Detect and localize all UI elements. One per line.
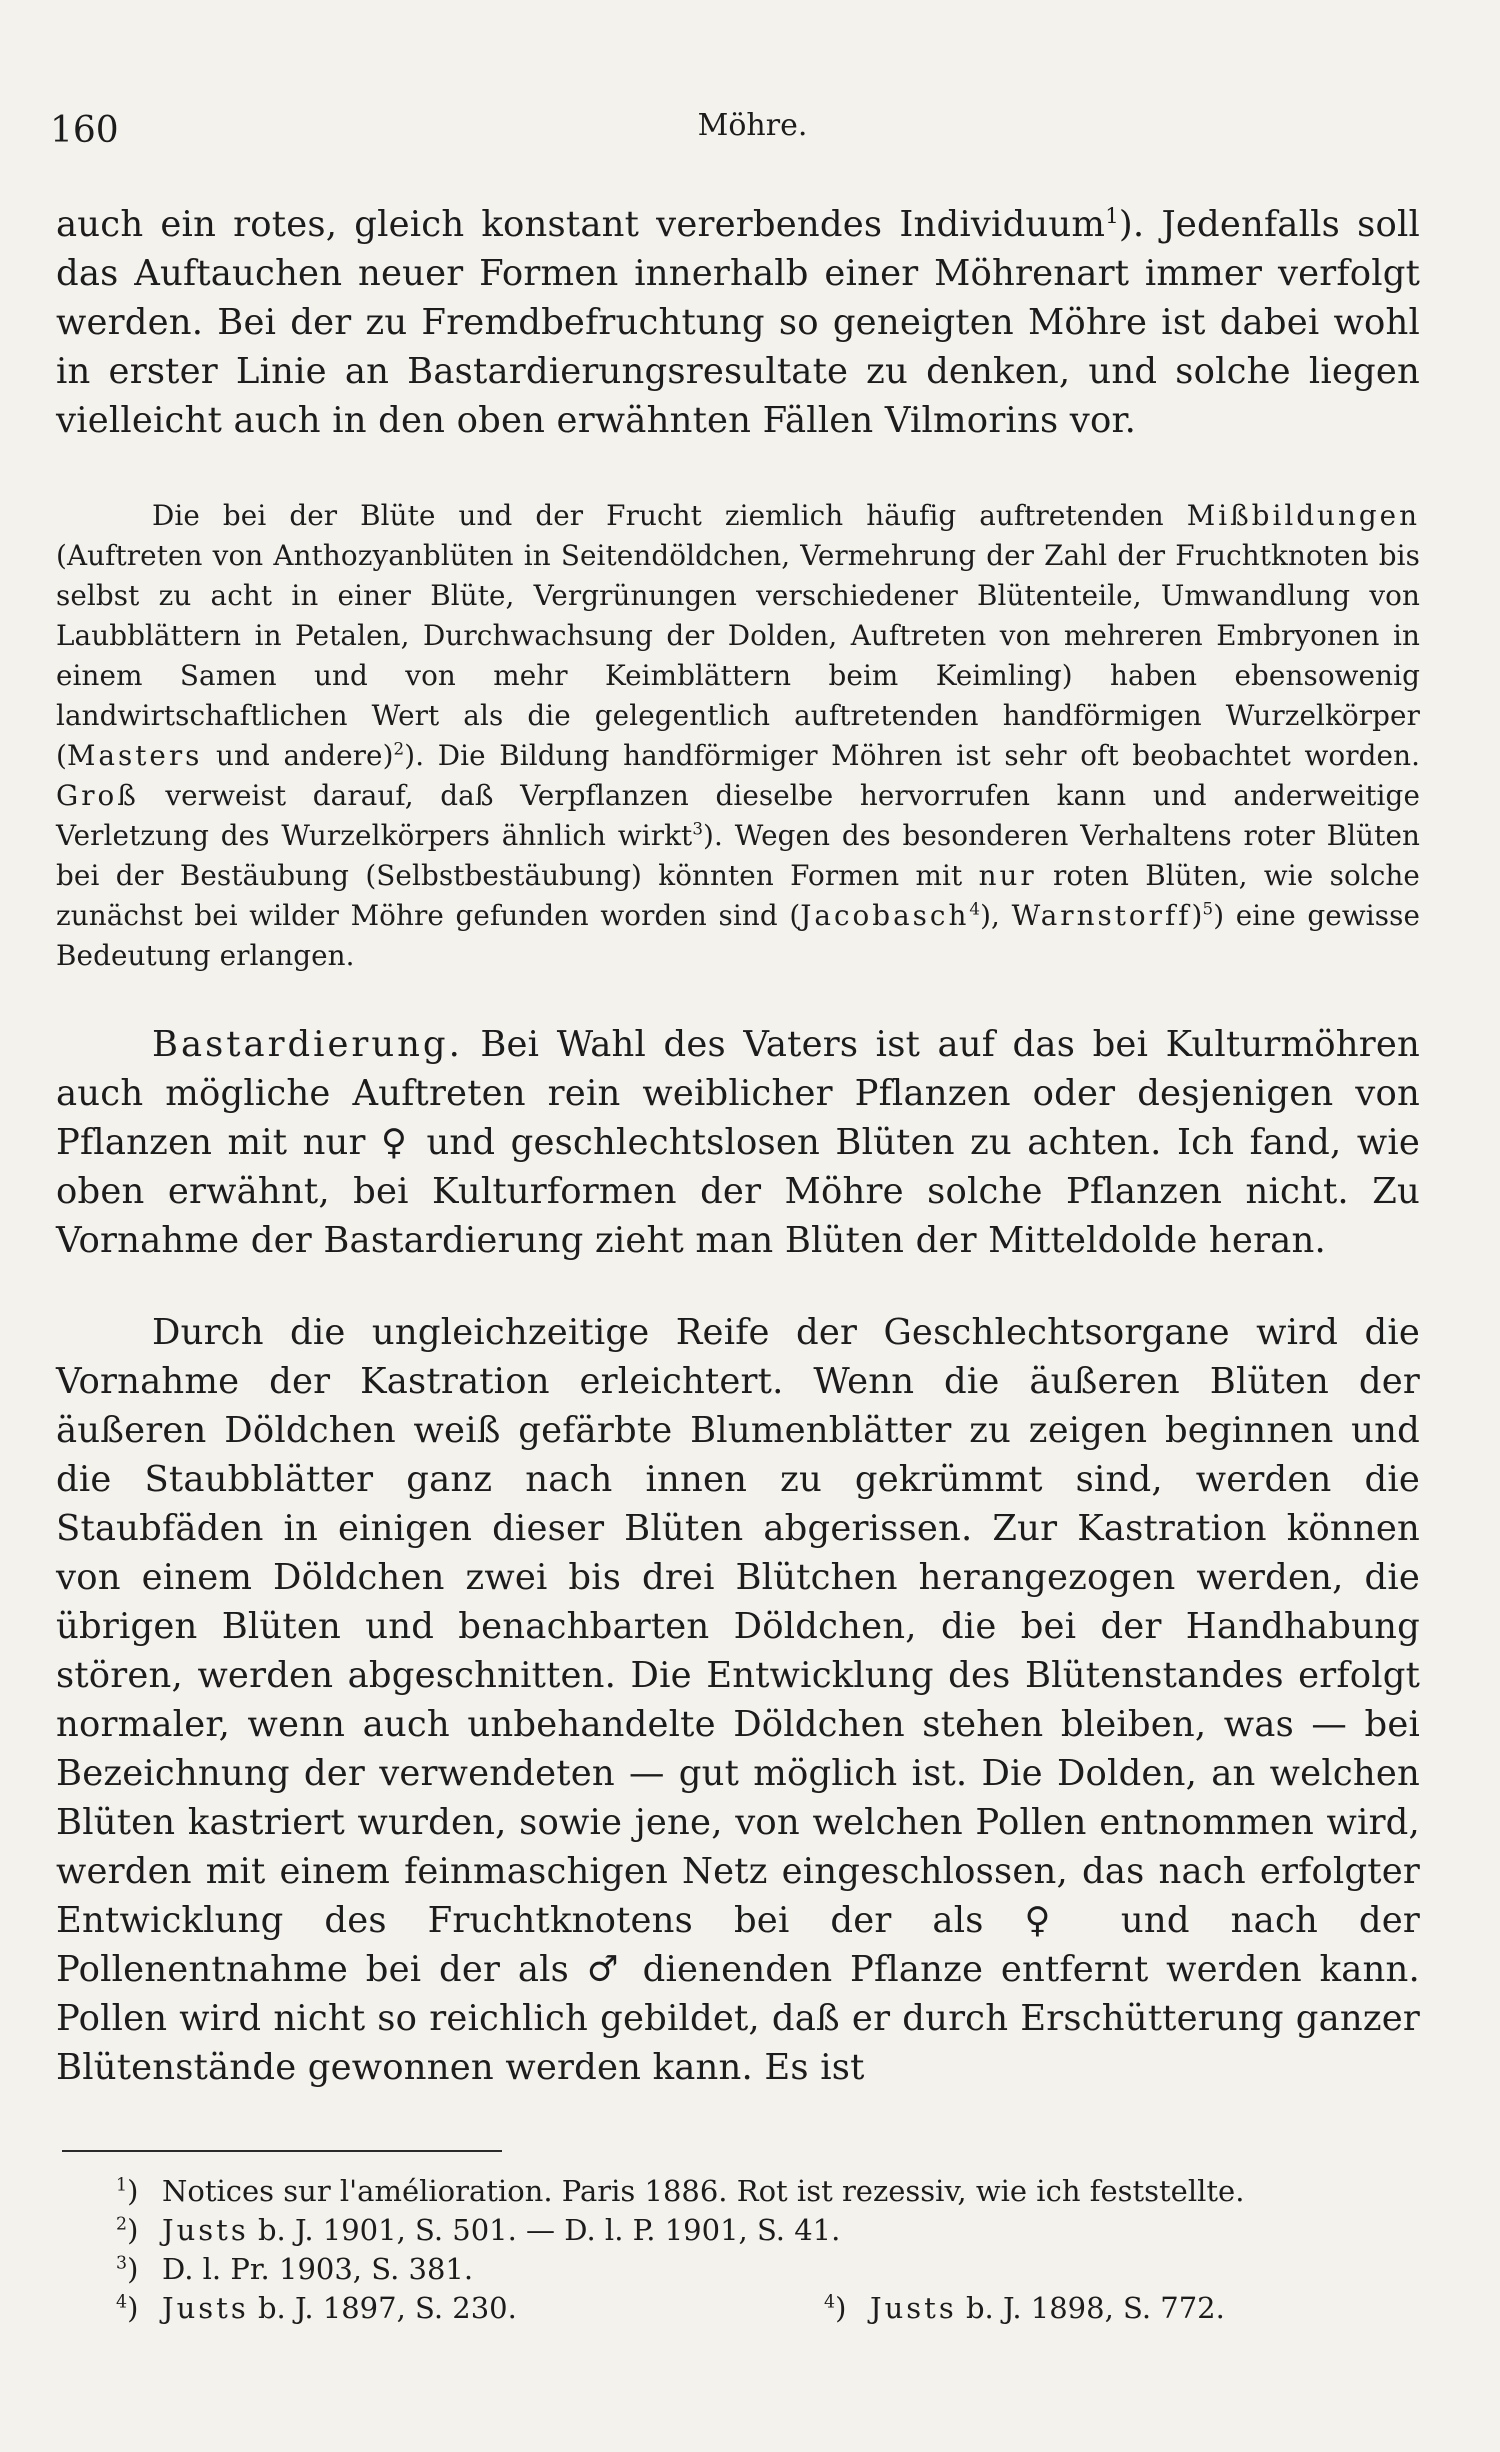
- page-header: [50, 100, 1455, 160]
- text-run: (Auftreten von Anthozyanblüten in Seitendöldchen, Vermehrung der Zahl der Fruchtknoten bis selbst zu acht in einer Blüte, Vergrünungen verschiedener Blütenteile, Umwandlung von Laubblättern in Petalen, Durchwachsung der Dolden, Auftreten von mehreren Embryonen in einem Samen und von mehr Keimblättern beim Keimling) haben ebensowenig landwirtschaftlichen Wert als die gelegentlich auftretenden handförmigen Wurzelkörper (: [56, 539, 1420, 772]
- footnote-mark: 1: [116, 2175, 128, 2196]
- footnote-3: $^3$) D. l. Pr. 1903, S. 381.: [116, 2252, 474, 2286]
- footnote-ref[interactable]: 5: [1202, 899, 1214, 919]
- footnote-text: b. J. 1897, S. 230.: [248, 2291, 517, 2325]
- text-run: ). Jedenfalls soll das Auftauchen neuer Formen innerhalb einer Möhrenart immer verfolgt werden. Bei der zu Fremdbefruchtung so geneigten Möhre ist dabei wohl in erster Linie an Bastardierungsresultate zu denken, und solche liegen vielleicht auch in den oben erwähnten Fällen Vilmorins vor.: [56, 204, 1420, 441]
- footnote-5: $^4$) Justs b. J. 1898, S. 772.: [824, 2291, 1225, 2325]
- text-run: ). Die Bildung handförmiger Möhren ist sehr oft beobachtet worden.: [404, 739, 1421, 772]
- text-run: ),: [980, 899, 1012, 932]
- author-name: Jacobasch: [800, 899, 970, 932]
- author-name: Masters: [66, 739, 203, 772]
- text-run: roten Blüten, wie solche zunächst bei wilder Möhre gefunden worden sind (: [56, 859, 1420, 932]
- page-number: 160: [50, 110, 119, 151]
- text-run: verweist darauf, daß Verpflanzen dieselbe hervorrufen kann und anderweitige Verletzung des Wurzelkörpers ähnlich wirkt: [56, 779, 1420, 852]
- author-name: Justs: [162, 2213, 249, 2247]
- footnote-text: Notices sur l'amélioration. Paris 1886. Rot ist rezessiv, wie ich feststellte.: [162, 2174, 1245, 2208]
- text-run: ): [1191, 899, 1203, 932]
- author-name: Justs: [162, 2291, 249, 2325]
- footnote-ref[interactable]: 4: [969, 899, 981, 919]
- footnote-ref[interactable]: 1: [1105, 204, 1119, 230]
- text-run: Durch die ungleichzeitige Reife der Geschlechtsorgane wird die Vornahme der Kastration erleichtert. Wenn die äußeren Blüten der äußeren Döldchen weiß gefärbte Blumenblätter zu zeigen beginnen und die Staubblätter ganz nach innen zu gekrümmt sind, werden die Staubfäden in einigen dieser Blüten abgerissen. Zur Kastration können von einem Döldchen zwei bis drei Blütchen herangezogen werden, die übrigen Blüten und benachbarten Döldchen, die bei der Handhabung stören, werden abgeschnitten. Die Entwicklung des Blütenstandes erfolgt normaler, wenn auch unbehandelte Döldchen stehen bleiben, was — bei Bezeichnung der verwendeten — gut möglich ist. Die Dolden, an welchen Blüten kastriert wurden, sowie jene, von welchen Pollen entnommen wird, werden mit einem feinmaschigen Netz eingeschlossen, das nach erfolgter Entwicklung des Fruchtknotens bei der als ♀ und nach der Pollenentnahme bei der als ♂ dienenden Pflanze entfernt werden kann. Pollen wird nicht so reichlich gebildet, daß er durch Erschütterung ganzer Blütenstände gewonnen werden kann. Es ist: [56, 1312, 1420, 2088]
- section-heading: Bastardierung.: [152, 1024, 463, 1065]
- emphasized-term: Mißbildungen: [1186, 499, 1420, 532]
- footnote-text: b. J. 1898, S. 772.: [956, 2291, 1225, 2325]
- footnote-mark: 4: [116, 2292, 128, 2313]
- author-name: Groß: [56, 779, 139, 812]
- footnote-1: $^1$) Notices sur l'amélioration. Paris 1886. Rot ist rezessiv, wie ich feststellte.: [116, 2174, 1245, 2208]
- author-name: Justs: [870, 2291, 957, 2325]
- footnote-mark: 3: [116, 2253, 128, 2274]
- text-run: Bei Wahl des Vaters ist auf das bei Kulturmöhren auch mögliche Auftreten rein weiblicher Pflanzen oder desjenigen von Pflanzen mit nur ♀ und geschlechtslosen Blüten zu achten. Ich fand, wie oben erwähnt, bei Kulturformen der Möhre solche Pflanzen nicht. Zu Vornahme der Bastardierung zieht man Blüten der Mitteldolde heran.: [56, 1024, 1420, 1261]
- text-run: ). Wegen des besonderen Verhaltens roter Blüten bei der Bestäubung (Selbstbestäubung) könnten Formen mit: [56, 819, 1421, 892]
- text-run: und andere): [202, 739, 394, 772]
- footnote-ref[interactable]: 3: [692, 819, 704, 839]
- running-head: Möhre.: [697, 108, 808, 143]
- footnote-text: b. J. 1901, S. 501. — D. l. P. 1901, S. 41.: [248, 2213, 841, 2247]
- footnote-text: D. l. Pr. 1903, S. 381.: [162, 2252, 474, 2286]
- footnote-2: $^2$) Justs b. J. 1901, S. 501. — D. l. P. 1901, S. 41.: [116, 2213, 841, 2247]
- emphasized-term: nur: [978, 859, 1037, 892]
- footnote-mark: 4: [824, 2292, 836, 2313]
- author-name: Warnstorff: [1011, 899, 1192, 932]
- footnote-4: $^4$) Justs b. J. 1897, S. 230.: [116, 2291, 517, 2325]
- paragraph-bastardierung: [56, 1020, 1420, 1265]
- footnote-divider: [62, 2150, 502, 2152]
- text-run: Die bei der Blüte und der Frucht ziemlich häufig auftretenden: [152, 499, 1187, 532]
- footnote-mark: 2: [116, 2214, 128, 2235]
- footnote-ref[interactable]: 2: [393, 739, 405, 759]
- paragraph-continuation: [56, 200, 1420, 445]
- paragraph-kastration: [56, 1308, 1420, 2092]
- text-run: auch ein rotes, gleich konstant vererbendes Individuum: [56, 204, 1106, 245]
- text-run: ) eine gewisse Bedeutung erlangen.: [56, 899, 1420, 972]
- paragraph-malformations: [56, 496, 1420, 976]
